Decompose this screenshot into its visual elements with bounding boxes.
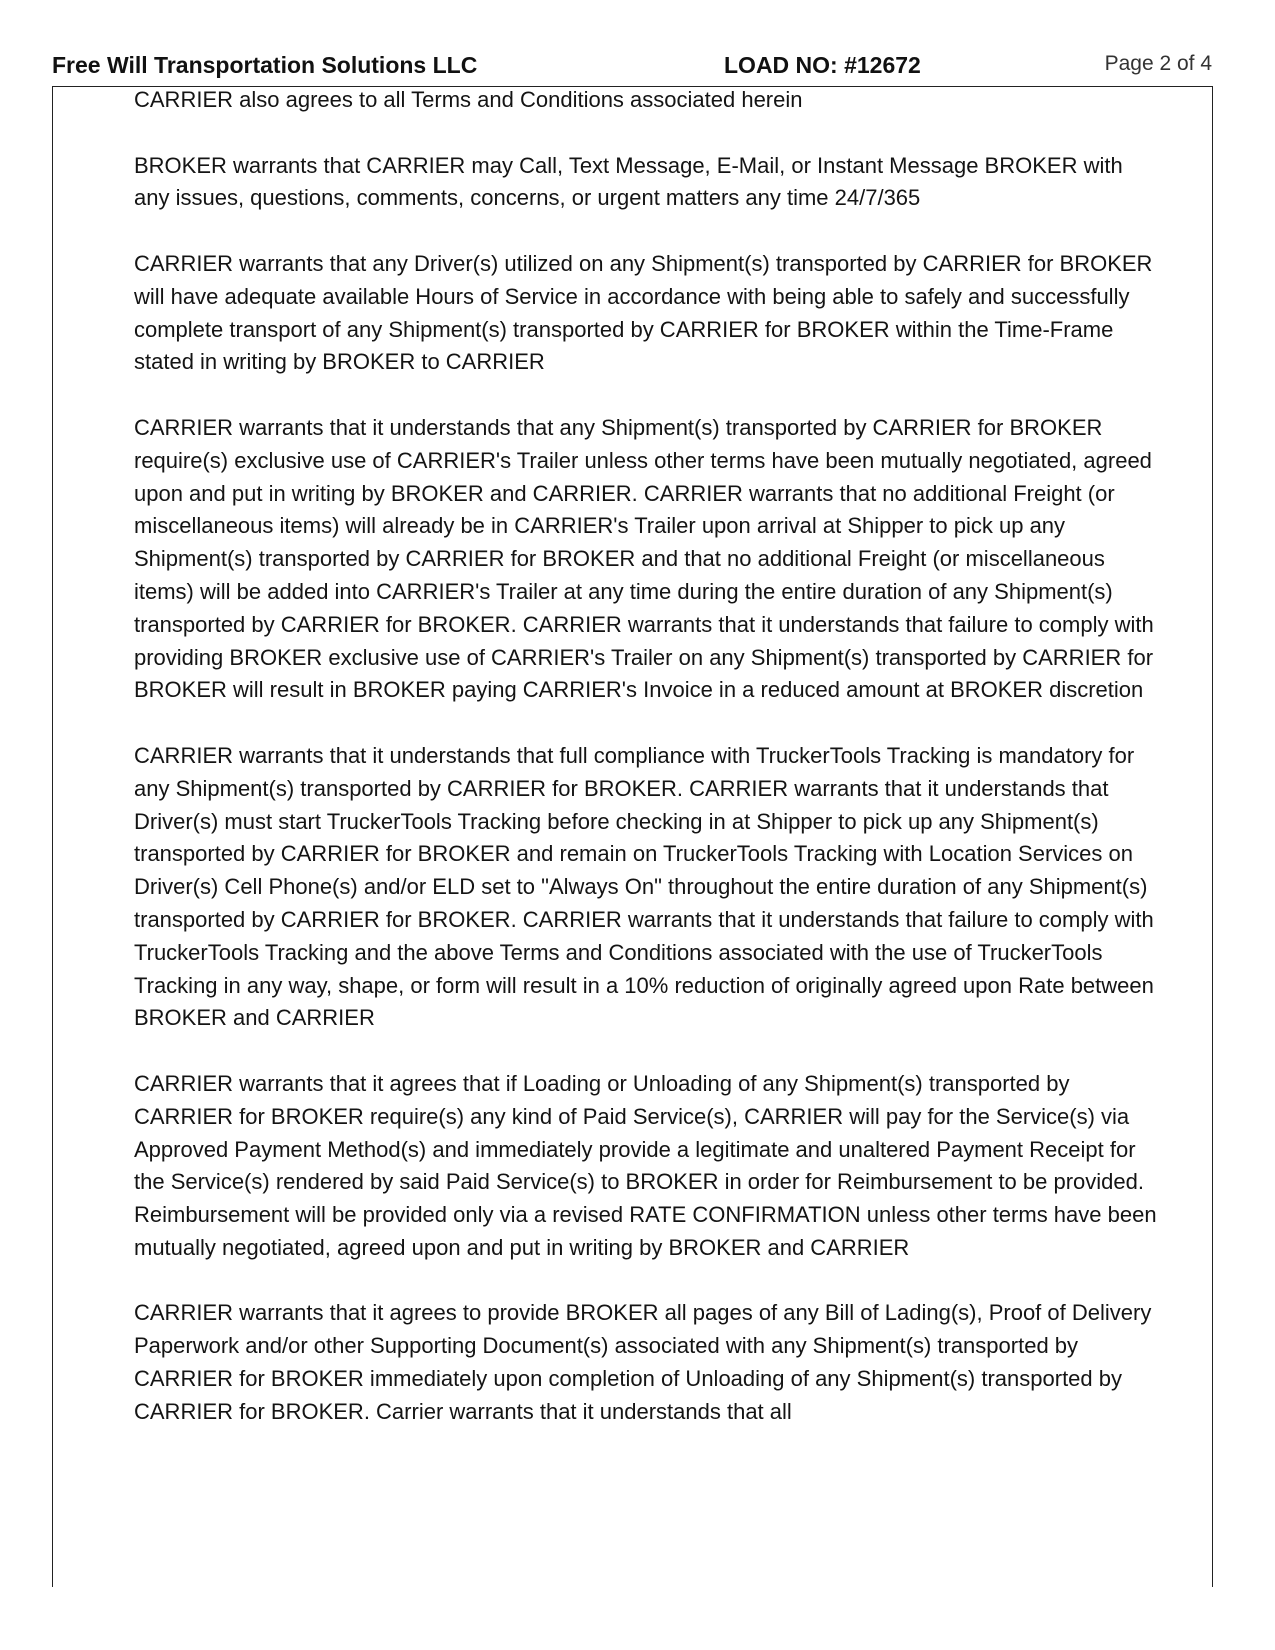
terms-paragraph: CARRIER warrants that it understands that any Shipment(s) transported by CARRIER for BROKER require(s) exclusive use of CARRIER's Trailer unless other terms have been mutually negotiated, agreed upon and put in writing by BROKER and CARRIER. CARRIER warrants that no additional Freight (or miscellaneous items) will already be in CARRIER's Trailer upon arrival at Shipper to pick up any Shipment(s) transported by CARRIER for BROKER and that no additional Freight (or miscellaneous items) will be added into CARRIER's Trailer at any time during the entire duration of any Shipment(s) transported by CARRIER for BROKER. CARRIER warrants that it understands that failure to comply with providing BROKER exclusive use of CARRIER's Trailer on any Shipment(s) transported by CARRIER for BROKER will result in BROKER paying CARRIER's Invoice in a reduced amount at BROKER discretion bbox=[134, 414, 1154, 703]
terms-paragraph: CARRIER warrants that it understands that full compliance with TruckerTools Tracking is mandatory for any Shipment(s) transported by CARRIER for BROKER. CARRIER warrants that it understands that Driver(s) must start TruckerTools Tracking before checking in at Shipper to pick up any Shipment(s) transported by CARRIER for BROKER and remain on TruckerTools Tracking with Location Services on Driver(s) Cell Phone(s) and/or ELD set to "Always On" throughout the entire duration of any Shipment(s) transported by CARRIER for BROKER. CARRIER warrants that it understands that failure to comply with TruckerTools Tracking and the above Terms and Conditions associated with the use of TruckerTools Tracking in any way, shape, or form will result in a 10% reduction of originally agreed upon Rate between BROKER and CARRIER bbox=[134, 742, 1154, 1031]
company-name: Free Will Transportation Solutions LLC bbox=[52, 52, 478, 78]
terms-paragraph: CARRIER warrants that it agrees to provide BROKER all pages of any Bill of Lading(s), Proof of Delivery Paperwork and/or other Supporting Document(s) associated with any Shipment(s) transported by CARRIER for BROKER immediately upon completion of Unloading of any Shipment(s) transported by CARRIER for BROKER. Carrier warrants that it understands that all bbox=[134, 1300, 1152, 1424]
terms-paragraph: CARRIER warrants that any Driver(s) utilized on any Shipment(s) transported by CARRIER for BROKER will have adequate available Hours of Service in accordance with being able to safely and successfully complete transport of any Shipment(s) transported by CARRIER for BROKER within the Time-Frame stated in writing by BROKER to CARRIER bbox=[134, 250, 1153, 375]
terms-paragraph: CARRIER also agrees to all Terms and Conditions associated herein bbox=[134, 87, 803, 112]
terms-body bbox=[134, 84, 1164, 1429]
page-header bbox=[52, 52, 1212, 84]
terms-paragraph: BROKER warrants that CARRIER may Call, Text Message, E-Mail, or Instant Message BROKER with any issues, questions, comments, concerns, or urgent matters any time 24/7/365 bbox=[134, 152, 1123, 211]
page-indicator: Page 2 of 4 bbox=[1104, 52, 1212, 75]
terms-paragraph: CARRIER warrants that it agrees that if Loading or Unloading of any Shipment(s) transported by CARRIER for BROKER require(s) any kind of Paid Service(s), CARRIER will pay for the Service(s) via Approved Payment Method(s) and immediately provide a legitimate and unaltered Payment Receipt for the Service(s) rendered by said Paid Service(s) to BROKER in order for Reimbursement to be provided. Reimbursement will be provided only via a revised RATE CONFIRMATION unless other terms have been mutually negotiated, agreed upon and put in writing by BROKER and CARRIER bbox=[134, 1070, 1157, 1260]
load-number: LOAD NO: #12672 bbox=[724, 52, 921, 78]
